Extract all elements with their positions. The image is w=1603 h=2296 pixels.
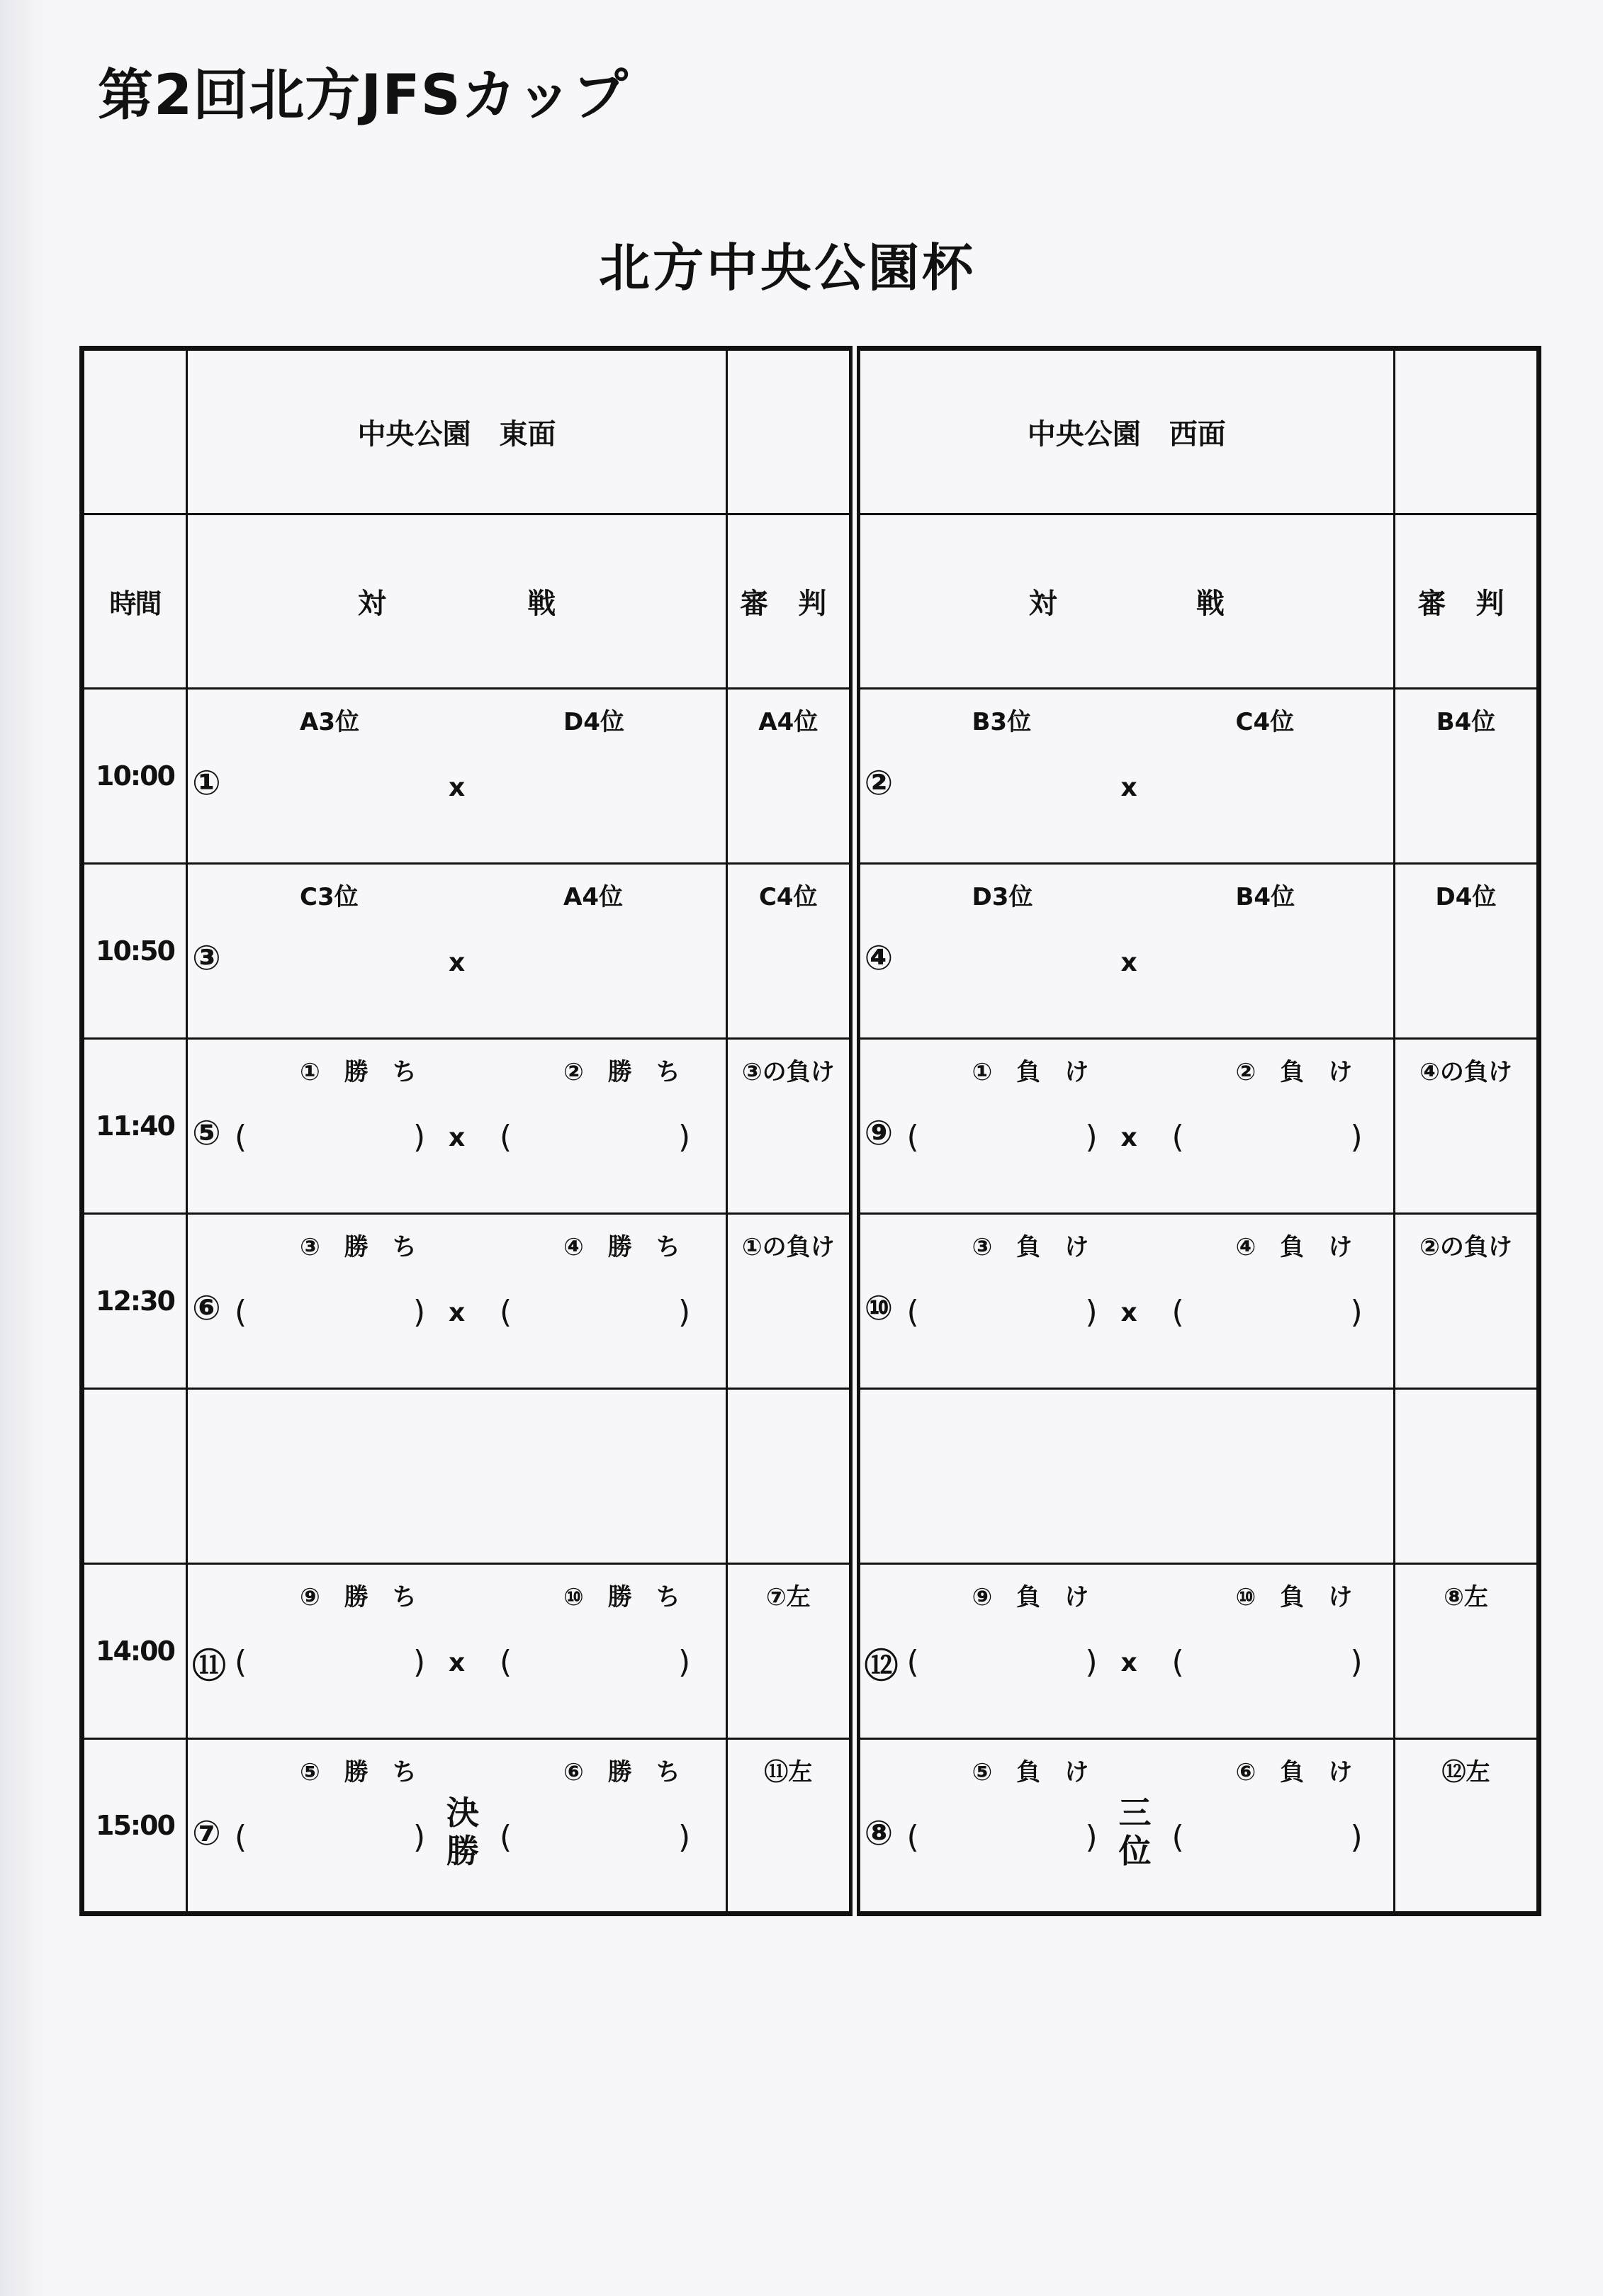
bracket-open: ( bbox=[235, 1293, 247, 1330]
time-cell: 15:00 bbox=[82, 1738, 187, 1913]
match-schedule-table bbox=[79, 346, 1541, 1916]
east-match-cell bbox=[187, 1738, 727, 1913]
team-2-label: ② 負 け bbox=[1235, 1057, 1353, 1086]
east-taisen-header: 対 戦 bbox=[187, 514, 727, 688]
bracket-open: ( bbox=[1171, 1818, 1184, 1855]
team-1-label: ⑨ 勝 ち bbox=[300, 1582, 417, 1611]
bracket-close: ) bbox=[1350, 1293, 1363, 1330]
team-1-label: ① 負 け bbox=[972, 1057, 1089, 1086]
match-number: ⑪ bbox=[192, 1645, 227, 1686]
team-2-label: B4位 bbox=[1235, 882, 1295, 911]
bracket-open: ( bbox=[500, 1818, 512, 1855]
team-2-label: A4位 bbox=[563, 882, 623, 911]
versus-mark: x bbox=[1120, 947, 1137, 977]
time-cell-empty bbox=[82, 1388, 187, 1563]
team-1-label: ⑨ 負 け bbox=[972, 1582, 1089, 1611]
bracket-close: ) bbox=[678, 1818, 691, 1855]
versus-mark: x bbox=[449, 1648, 466, 1677]
west-match-cell bbox=[855, 863, 1395, 1038]
bracket-open: ( bbox=[906, 1118, 919, 1155]
bracket-open: ( bbox=[235, 1118, 247, 1155]
bracket-open: ( bbox=[235, 1818, 247, 1855]
west-referee-cell: ②の負け bbox=[1395, 1213, 1539, 1388]
east-match-cell bbox=[187, 1213, 727, 1388]
team-2-label: ⑥ 負 け bbox=[1235, 1757, 1353, 1786]
team-1-label: ③ 勝 ち bbox=[300, 1232, 417, 1261]
match-number: ⑨ bbox=[864, 1113, 894, 1153]
team-2-label: ② 勝 ち bbox=[563, 1057, 680, 1086]
match-row bbox=[82, 688, 1539, 863]
bracket-open: ( bbox=[1171, 1643, 1184, 1680]
bracket-close: ) bbox=[1350, 1118, 1363, 1155]
east-referee-cell: ①の負け bbox=[727, 1213, 855, 1388]
team-1-label: C3位 bbox=[300, 882, 359, 911]
versus-mark: x bbox=[449, 772, 466, 802]
match-number: ⑧ bbox=[864, 1813, 894, 1853]
team-1-label: ⑤ 負 け bbox=[972, 1757, 1089, 1786]
time-cell: 10:50 bbox=[82, 863, 187, 1038]
west-referee-header: 審 判 bbox=[1395, 514, 1539, 688]
bracket-close: ) bbox=[1350, 1643, 1363, 1680]
west-match-cell bbox=[855, 1213, 1395, 1388]
versus-mark: x bbox=[1120, 1298, 1137, 1327]
bracket-open: ( bbox=[500, 1293, 512, 1330]
bracket-close: ) bbox=[678, 1118, 691, 1155]
field-header-row bbox=[82, 349, 1539, 514]
east-match-cell bbox=[187, 1038, 727, 1213]
west-referee-cell: B4位 bbox=[1395, 688, 1539, 863]
west-referee-cell: ⑫左 bbox=[1395, 1738, 1539, 1913]
match-number: ⑦ bbox=[192, 1813, 221, 1853]
west-ref-header-blank bbox=[1395, 349, 1539, 514]
bracket-open: ( bbox=[1171, 1293, 1184, 1330]
team-2-label: ⑩ 負 け bbox=[1235, 1582, 1353, 1611]
east-referee-cell: C4位 bbox=[727, 863, 855, 1038]
east-match-cell bbox=[187, 688, 727, 863]
team-1-label: B3位 bbox=[972, 707, 1032, 736]
east-referee-header: 審 判 bbox=[727, 514, 855, 688]
bracket-open: ( bbox=[500, 1643, 512, 1680]
bracket-open: ( bbox=[906, 1643, 919, 1680]
third-place-label: 三位 bbox=[1118, 1793, 1152, 1870]
bracket-open: ( bbox=[500, 1118, 512, 1155]
bracket-close: ) bbox=[1350, 1818, 1363, 1855]
time-cell: 11:40 bbox=[82, 1038, 187, 1213]
team-1-label: A3位 bbox=[300, 707, 359, 736]
versus-mark: x bbox=[449, 1122, 466, 1152]
team-1-label: ⑤ 勝 ち bbox=[300, 1757, 417, 1786]
match-number: ⑥ bbox=[192, 1288, 221, 1328]
west-referee-cell: D4位 bbox=[1395, 863, 1539, 1038]
west-taisen-header: 対 戦 bbox=[855, 514, 1395, 688]
west-match-cell bbox=[855, 688, 1395, 863]
bracket-open: ( bbox=[235, 1643, 247, 1680]
time-cell: 14:00 bbox=[82, 1563, 187, 1738]
match-number: ① bbox=[192, 762, 221, 803]
document-title: 第2回北方JFSカップ bbox=[98, 64, 629, 128]
team-1-label: ① 勝 ち bbox=[300, 1057, 417, 1086]
east-match-cell-empty bbox=[187, 1388, 727, 1563]
east-referee-cell: ⑦左 bbox=[727, 1563, 855, 1738]
east-referee-cell: A4位 bbox=[727, 688, 855, 863]
west-field-header: 中央公園 西面 bbox=[855, 349, 1395, 514]
match-row bbox=[82, 1038, 1539, 1213]
column-header-row bbox=[82, 514, 1539, 688]
final-match-label: 決勝 bbox=[446, 1793, 479, 1870]
bracket-open: ( bbox=[1171, 1118, 1184, 1155]
bracket-close: ) bbox=[678, 1293, 691, 1330]
time-header: 時間 bbox=[82, 514, 187, 688]
versus-mark: x bbox=[449, 947, 466, 977]
empty-row bbox=[82, 1388, 1539, 1563]
bracket-close: ) bbox=[413, 1293, 426, 1330]
corner-cell bbox=[82, 349, 187, 514]
team-2-label: ⑥ 勝 ち bbox=[563, 1757, 680, 1786]
team-1-label: ③ 負 け bbox=[972, 1232, 1089, 1261]
east-referee-cell-empty bbox=[727, 1388, 855, 1563]
east-ref-header-blank bbox=[727, 349, 855, 514]
bracket-close: ) bbox=[1085, 1643, 1098, 1680]
east-field-header: 中央公園 東面 bbox=[187, 349, 727, 514]
bracket-close: ) bbox=[413, 1643, 426, 1680]
west-match-cell bbox=[855, 1738, 1395, 1913]
match-number: ④ bbox=[864, 938, 894, 978]
match-number: ② bbox=[864, 762, 894, 803]
match-row bbox=[82, 1213, 1539, 1388]
east-referee-cell: ③の負け bbox=[727, 1038, 855, 1213]
bracket-close: ) bbox=[413, 1118, 426, 1155]
match-row bbox=[82, 1563, 1539, 1738]
match-row bbox=[82, 1738, 1539, 1913]
west-match-cell bbox=[855, 1038, 1395, 1213]
bracket-close: ) bbox=[1085, 1818, 1098, 1855]
bracket-close: ) bbox=[1085, 1293, 1098, 1330]
match-row bbox=[82, 863, 1539, 1038]
team-1-label: D3位 bbox=[972, 882, 1033, 911]
team-2-label: ④ 負 け bbox=[1235, 1232, 1353, 1261]
bracket-close: ) bbox=[1085, 1118, 1098, 1155]
tournament-title: 北方中央公園杯 bbox=[598, 238, 976, 298]
east-referee-cell: ⑪左 bbox=[727, 1738, 855, 1913]
team-2-label: ⑩ 勝 ち bbox=[563, 1582, 680, 1611]
time-cell: 12:30 bbox=[82, 1213, 187, 1388]
time-cell: 10:00 bbox=[82, 688, 187, 863]
book-spine-shadow bbox=[0, 0, 50, 2296]
west-match-cell bbox=[855, 1563, 1395, 1738]
bracket-close: ) bbox=[678, 1643, 691, 1680]
east-match-cell bbox=[187, 1563, 727, 1738]
team-2-label: C4位 bbox=[1235, 707, 1295, 736]
match-number: ⑫ bbox=[864, 1645, 899, 1686]
match-number: ⑤ bbox=[192, 1113, 221, 1153]
versus-mark: x bbox=[449, 1298, 466, 1327]
team-2-label: ④ 勝 ち bbox=[563, 1232, 680, 1261]
match-number: ③ bbox=[192, 938, 221, 978]
versus-mark: x bbox=[1120, 1122, 1137, 1152]
bracket-open: ( bbox=[906, 1293, 919, 1330]
bracket-close: ) bbox=[413, 1818, 426, 1855]
versus-mark: x bbox=[1120, 772, 1137, 802]
west-match-cell-empty bbox=[855, 1388, 1395, 1563]
west-referee-cell: ④の負け bbox=[1395, 1038, 1539, 1213]
team-2-label: D4位 bbox=[563, 707, 624, 736]
east-match-cell bbox=[187, 863, 727, 1038]
match-number: ⑩ bbox=[864, 1288, 894, 1328]
west-referee-cell: ⑧左 bbox=[1395, 1563, 1539, 1738]
versus-mark: x bbox=[1120, 1648, 1137, 1677]
bracket-open: ( bbox=[906, 1818, 919, 1855]
west-referee-cell-empty bbox=[1395, 1388, 1539, 1563]
